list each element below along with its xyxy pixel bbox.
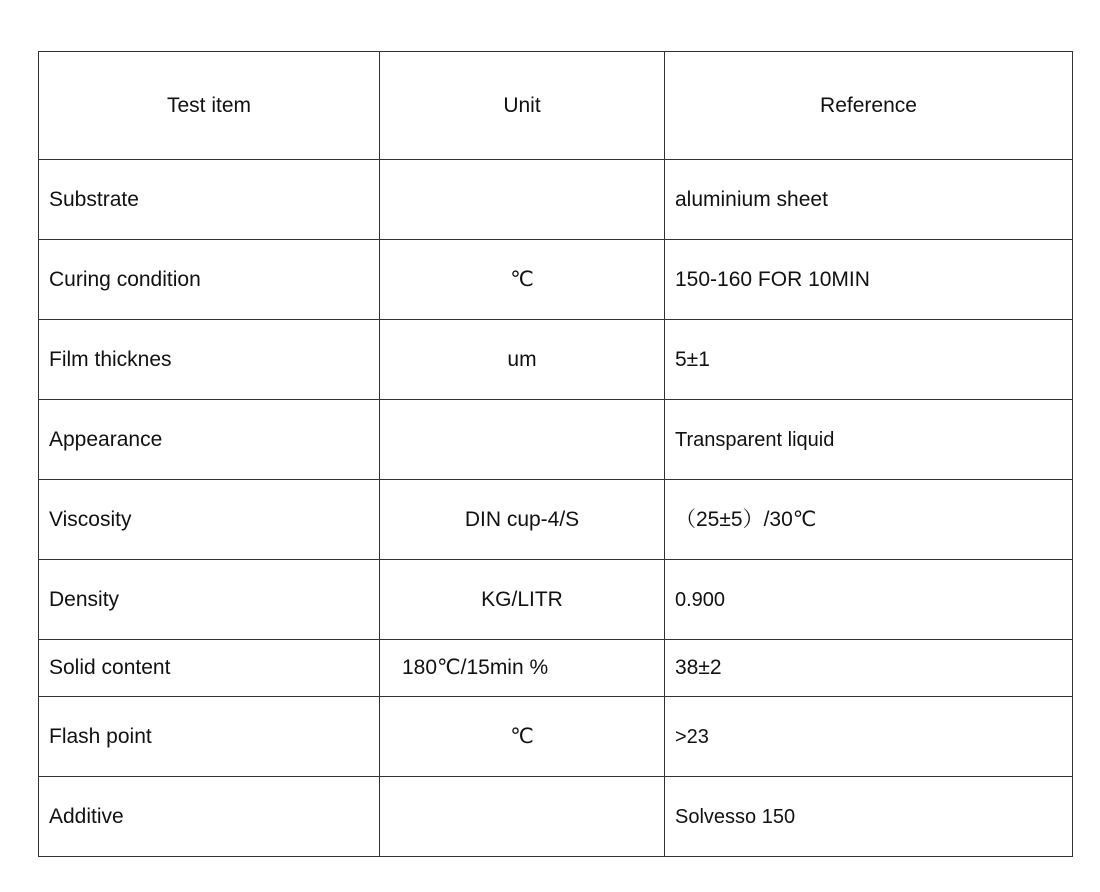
cell-unit [380,160,665,240]
cell-reference: >23 [665,697,1073,777]
table-row [39,640,1073,697]
cell-reference: （25±5）/30℃ [665,480,1073,560]
cell-test-item: Film thicknes [39,320,380,400]
table-row [39,560,1073,640]
header-test-item: Test item [39,52,380,160]
header-reference: Reference [665,52,1073,160]
table-row [39,697,1073,777]
table-row [39,400,1073,480]
cell-unit: ℃ [380,697,665,777]
cell-unit: 180℃/15min % [380,640,665,697]
table-row [39,480,1073,560]
cell-test-item: Curing condition [39,240,380,320]
cell-reference: 0.900 [665,560,1073,640]
cell-reference: Solvesso 150 [665,777,1073,857]
cell-unit: ℃ [380,240,665,320]
cell-test-item: Appearance [39,400,380,480]
table-row [39,160,1073,240]
cell-test-item: Solid content [39,640,380,697]
cell-unit: KG/LITR [380,560,665,640]
cell-reference: Transparent liquid [665,400,1073,480]
header-row [39,52,1073,160]
cell-unit [380,777,665,857]
cell-test-item: Substrate [39,160,380,240]
cell-reference: 38±2 [665,640,1073,697]
cell-reference: aluminium sheet [665,160,1073,240]
table-row [39,777,1073,857]
header-unit: Unit [380,52,665,160]
cell-unit [380,400,665,480]
cell-test-item: Viscosity [39,480,380,560]
cell-test-item: Additive [39,777,380,857]
cell-unit: DIN cup-4/S [380,480,665,560]
cell-test-item: Density [39,560,380,640]
table-row [39,320,1073,400]
table-row [39,240,1073,320]
spec-table [38,51,1073,857]
cell-unit: um [380,320,665,400]
cell-reference: 5±1 [665,320,1073,400]
cell-reference: 150-160 FOR 10MIN [665,240,1073,320]
cell-test-item: Flash point [39,697,380,777]
